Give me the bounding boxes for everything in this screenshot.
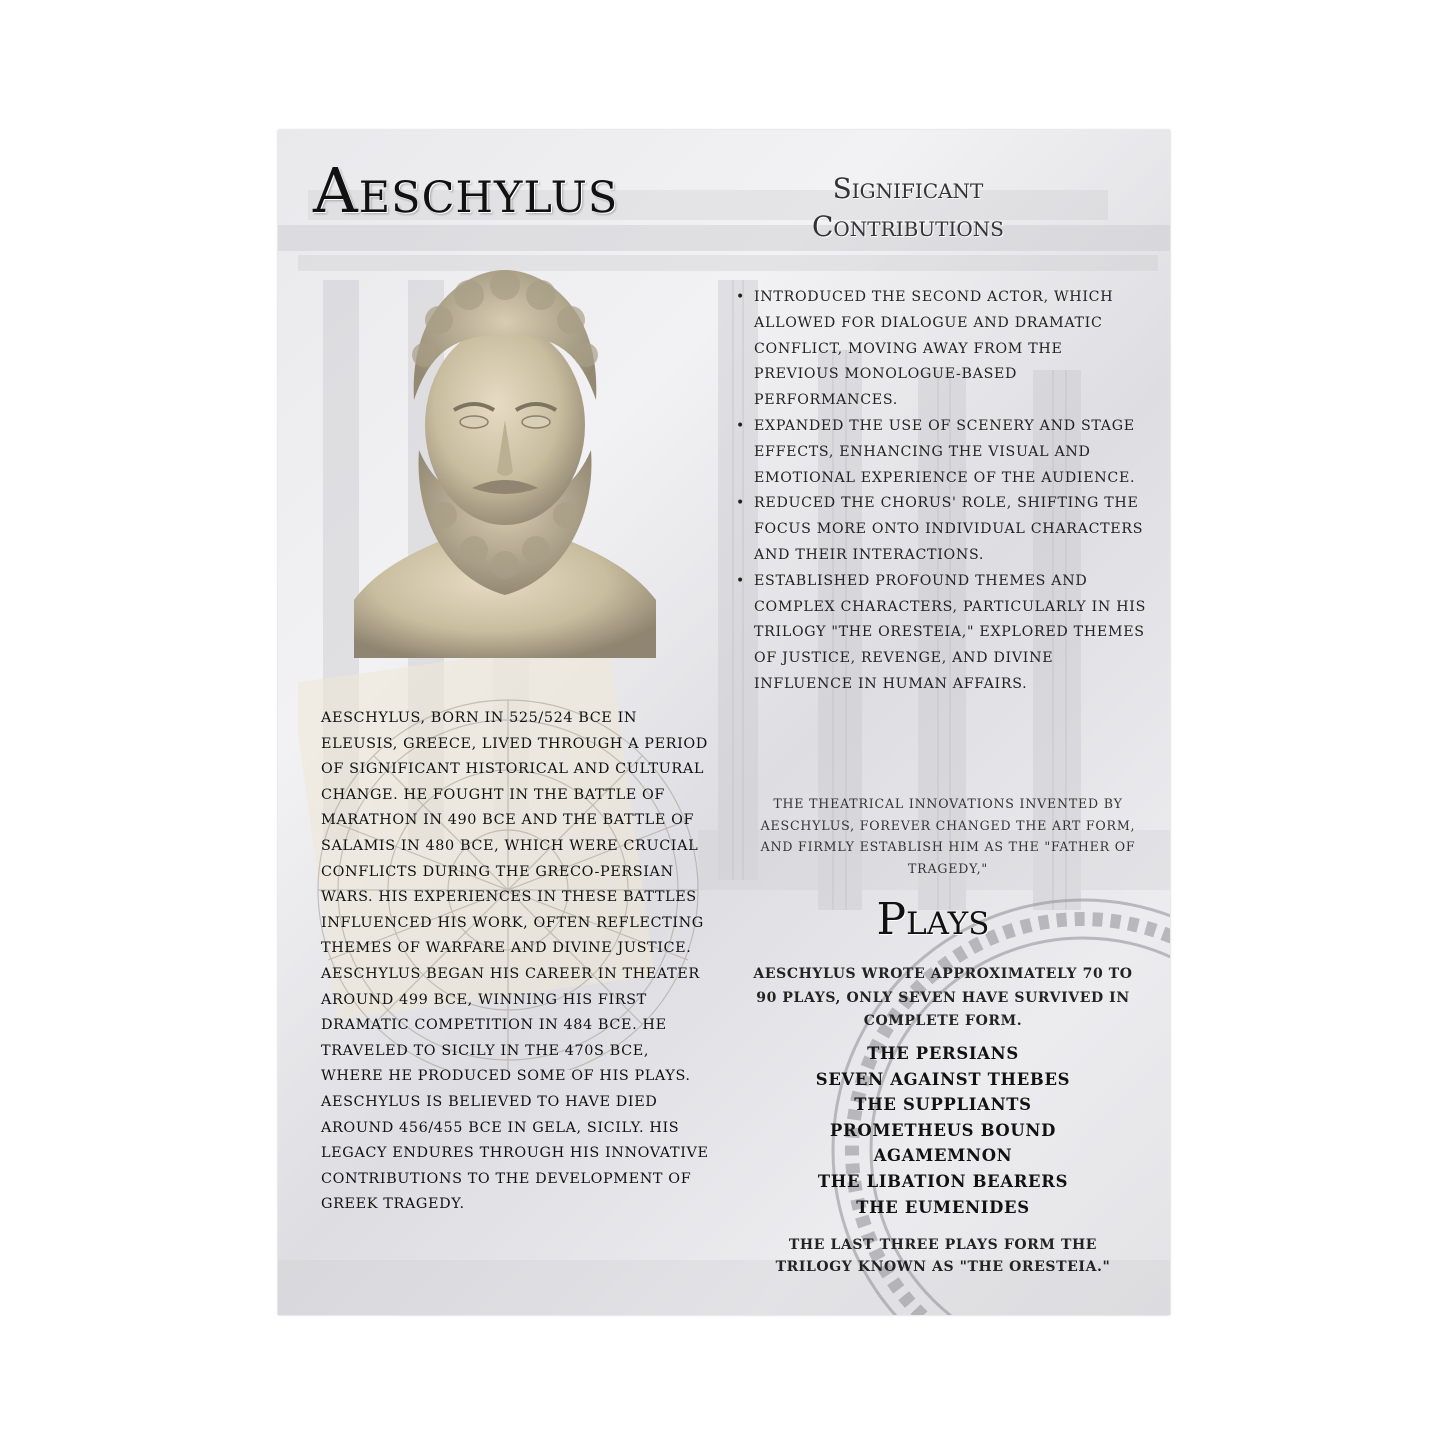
oresteia-note: THE LAST THREE PLAYS FORM THE TRILOGY KNOWN AS "THE ORESTEIA."	[775, 1237, 1111, 1275]
bullet-icon: •	[736, 495, 745, 512]
plays-heading: Plays	[876, 894, 990, 945]
contributions-heading	[748, 170, 1068, 246]
list-item	[733, 569, 1153, 698]
play-title: THE EUMENIDES	[856, 1197, 1030, 1217]
contributions-heading-line2: Contributions	[811, 210, 1004, 243]
play-title: PROMETHEUS BOUND	[830, 1120, 1056, 1140]
play-title: AGAMEMNON	[873, 1146, 1013, 1166]
list-item-text: INTRODUCED THE SECOND ACTOR, WHICH ALLOWED FOR DIALOGUE AND DRAMATIC CONFLICT, MOVING AWAY FROM THE PREVIOUS MONOLOGUE-BASED PERFORMANCES.	[754, 289, 1114, 409]
aeschylus-bust-image	[354, 260, 656, 658]
list-item-text: ESTABLISHED PROFOUND THEMES AND COMPLEX CHARACTERS, PARTICULARLY IN HIS TRILOGY "THE ORESTEIA," EXPLORED THEMES OF JUSTICE, REVENGE, AND DIVINE INFLUENCE IN HUMAN AFFAIRS.	[754, 572, 1147, 692]
plays-list	[758, 1041, 1128, 1220]
play-title: THE LIBATION BEARERS	[817, 1171, 1069, 1191]
plays-intro: AESCHYLUS WROTE APPROXIMATELY 70 TO 90 PLAYS, ONLY SEVEN HAVE SURVIVED IN COMPLETE FORM.	[753, 966, 1133, 1029]
play-title: THE PERSIANS	[867, 1044, 1019, 1063]
list-item	[733, 414, 1153, 491]
list-item-text: REDUCED THE CHORUS' ROLE, SHIFTING THE FOCUS MORE ONTO INDIVIDUAL CHARACTERS AND THEIR INTERACTIONS.	[754, 495, 1144, 563]
bullet-icon: •	[736, 417, 745, 434]
bullet-icon: •	[736, 572, 745, 589]
contributions-list	[733, 285, 1153, 698]
play-title: SEVEN AGAINST THEBES	[815, 1069, 1071, 1089]
list-item	[733, 285, 1153, 414]
list-item-text: EXPANDED THE USE OF SCENERY AND STAGE EFFECTS, ENHANCING THE VISUAL AND EMOTIONAL EXPERIENCE OF THE AUDIENCE.	[754, 417, 1136, 486]
biography-text: AESCHYLUS, BORN IN 525/524 BCE IN ELEUSIS, GREECE, LIVED THROUGH A PERIOD OF SIGNIFICANT HISTORICAL AND CULTURAL CHANGE. HE FOUGHT IN THE BATTLE OF MARATHON IN 490 BCE AND THE BATTLE OF SALAMIS IN 480 BCE, WHICH WERE CRUCIAL CONFLICTS DURING THE GRECO-PERSIAN WARS. HIS EXPERIENCES IN THESE BATTLES INFLUENCED HIS WORK, OFTEN REFLECTING THEMES OF WARFARE AND DIVINE JUSTICE. AESCHYLUS BEGAN HIS CAREER IN THEATER AROUND 499 BCE, WINNING HIS FIRST DRAMATIC COMPETITION IN 484 BCE. HE TRAVELED TO SICILY IN THE 470S BCE, WHERE HE PRODUCED SOME OF HIS PLAYS. AESCHYLUS IS BELIEVED TO HAVE DIED AROUND 456/455 BCE IN GELA, SICILY. HIS LEGACY ENDURES THROUGH HIS INNOVATIVE CONTRIBUTIONS TO THE DEVELOPMENT OF GREEK TRAGEDY.	[321, 710, 709, 1213]
play-title: THE SUPPLIANTS	[854, 1095, 1032, 1115]
bullet-icon: •	[736, 289, 745, 305]
contributions-heading-line1: Significant	[832, 172, 984, 205]
poster	[278, 130, 1170, 1315]
legacy-statement: THE THEATRICAL INNOVATIONS INVENTED BY AESCHYLUS, FOREVER CHANGED THE ART FORM, AND FIRMLY ESTABLISH HIM AS THE "FATHER OF TRAGEDY,"	[760, 796, 1136, 876]
page-title: Aeschylus	[313, 154, 619, 227]
list-item	[733, 491, 1153, 568]
